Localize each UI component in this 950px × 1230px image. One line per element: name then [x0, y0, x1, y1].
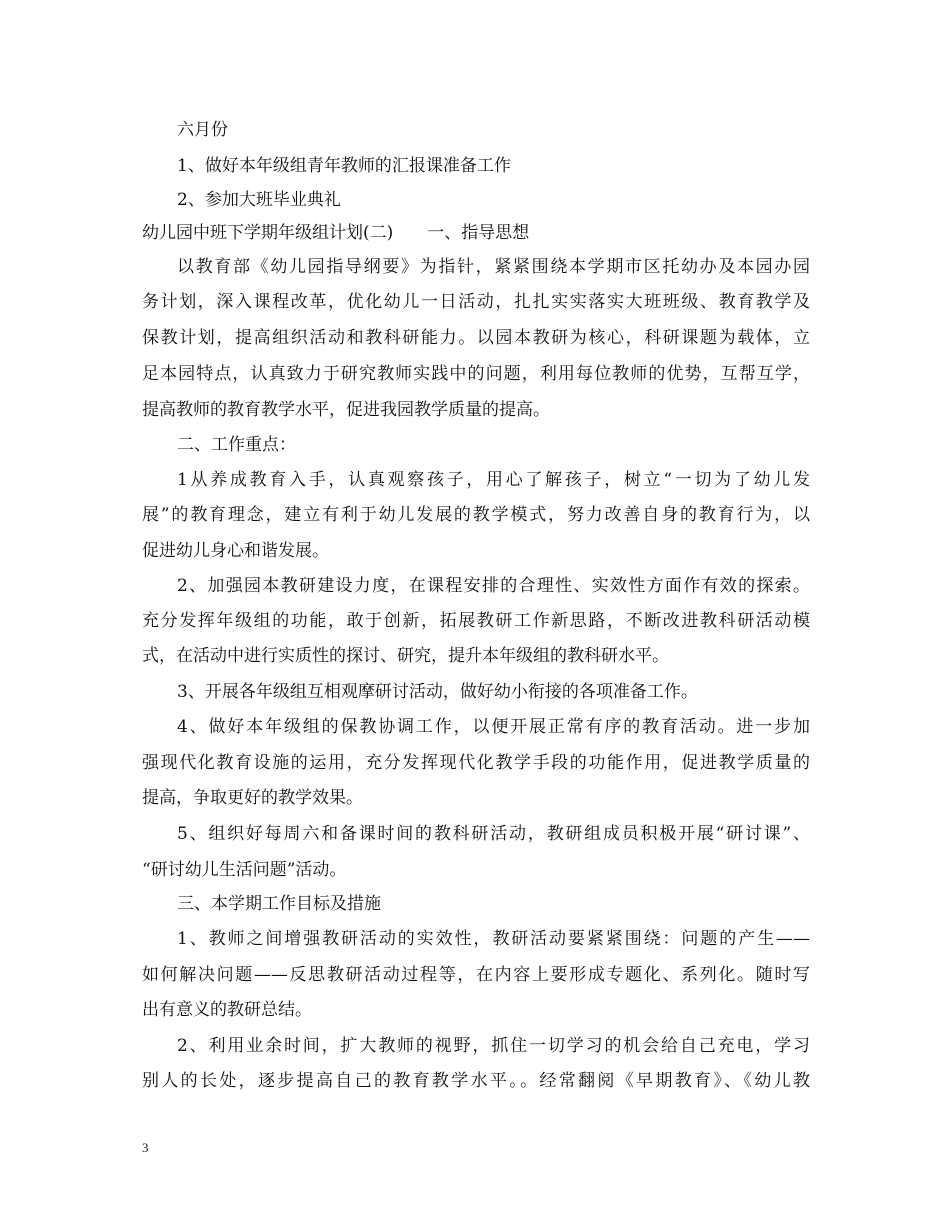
paragraph-line: 保教计划，提高组织活动和教科研能力。以园本教研为核心，科研课题为载体，立: [142, 328, 810, 348]
page-number: 3: [142, 1140, 149, 1155]
text-line: 2、参加大班毕业典礼: [177, 190, 341, 210]
paragraph-line: 充分发挥年级组的功能，敢于创新，拓展教研工作新思路，不断改进教科研活动模: [142, 611, 810, 631]
paragraph-line: 1、教师之间增强教研活动的实效性，教研活动要紧紧围绕：问题的产生——: [177, 929, 810, 949]
paragraph-line: 3、开展各年级组互相观摩研讨活动，做好幼小衔接的各项准备工作。: [177, 682, 698, 702]
paragraph-line: 提高教师的教育教学水平，促进我园教学质量的提高。: [142, 400, 550, 420]
paragraph-line: 4、做好本年级组的保教协调工作，以便开展正常有序的教育活动。进一步加: [177, 717, 810, 737]
paragraph-line: 足本园特点，认真致力于研究教师实践中的问题，利用每位教师的优势，互帮互学，: [142, 364, 810, 384]
document-title-line: 幼儿园中班下学期年级组计划(二) 一、指导思想: [142, 223, 530, 243]
text-line: 1、做好本年级组青年教师的汇报课准备工作: [177, 156, 511, 176]
paragraph-line: 如何解决问题——反思教研活动过程等，在内容上要形成专题化、系列化。随时写: [142, 965, 810, 985]
month-heading: 六月份: [177, 120, 228, 140]
paragraph-line: 务计划，深入课程改革，优化幼儿一日活动，扎扎实实落实大班班级、教育教学及: [142, 292, 810, 312]
paragraph-line: 促进幼儿身心和谐发展。: [142, 541, 329, 561]
paragraph-line: 式，在活动中进行实质性的探讨、研究，提升本年级组的教科研水平。: [142, 646, 669, 666]
paragraph-line: “研讨幼儿生活问题”活动。: [142, 860, 347, 880]
paragraph-line: 2、加强园本教研建设力度，在课程安排的合理性、实效性方面作有效的探索。: [177, 576, 810, 596]
paragraph-line: 别人的长处，逐步提高自己的教育教学水平。。经常翻阅《早期教育》、《幼儿教: [142, 1071, 810, 1091]
paragraph-line: 2、利用业余时间，扩大教师的视野，抓住一切学习的机会给自己充电，学习: [177, 1036, 810, 1056]
paragraph-line: 出有意义的教研总结。: [142, 1000, 312, 1020]
paragraph-line: 1从养成教育入手，认真观察孩子，用心了解孩子，树立“一切为了幼儿发: [177, 470, 810, 490]
paragraph-line: 强现代化教育设施的运用，充分发挥现代化教学手段的功能作用，促进教学质量的: [142, 753, 810, 773]
paragraph-line: 提高，争取更好的教学效果。: [142, 788, 363, 808]
paragraph-line: 展”的教育理念，建立有利于幼儿发展的教学模式，努力改善自身的教育行为，以: [142, 505, 810, 525]
section-heading: 二、工作重点：: [177, 435, 296, 455]
paragraph-line: 以教育部《幼儿园指导纲要》为指针，紧紧围绕本学期市区托幼办及本园办园: [177, 257, 810, 277]
section-heading: 三、本学期工作目标及措施: [177, 894, 381, 914]
paragraph-line: 5、组织好每周六和备课时间的教科研活动，教研组成员积极开展“研讨课”、: [177, 824, 810, 844]
